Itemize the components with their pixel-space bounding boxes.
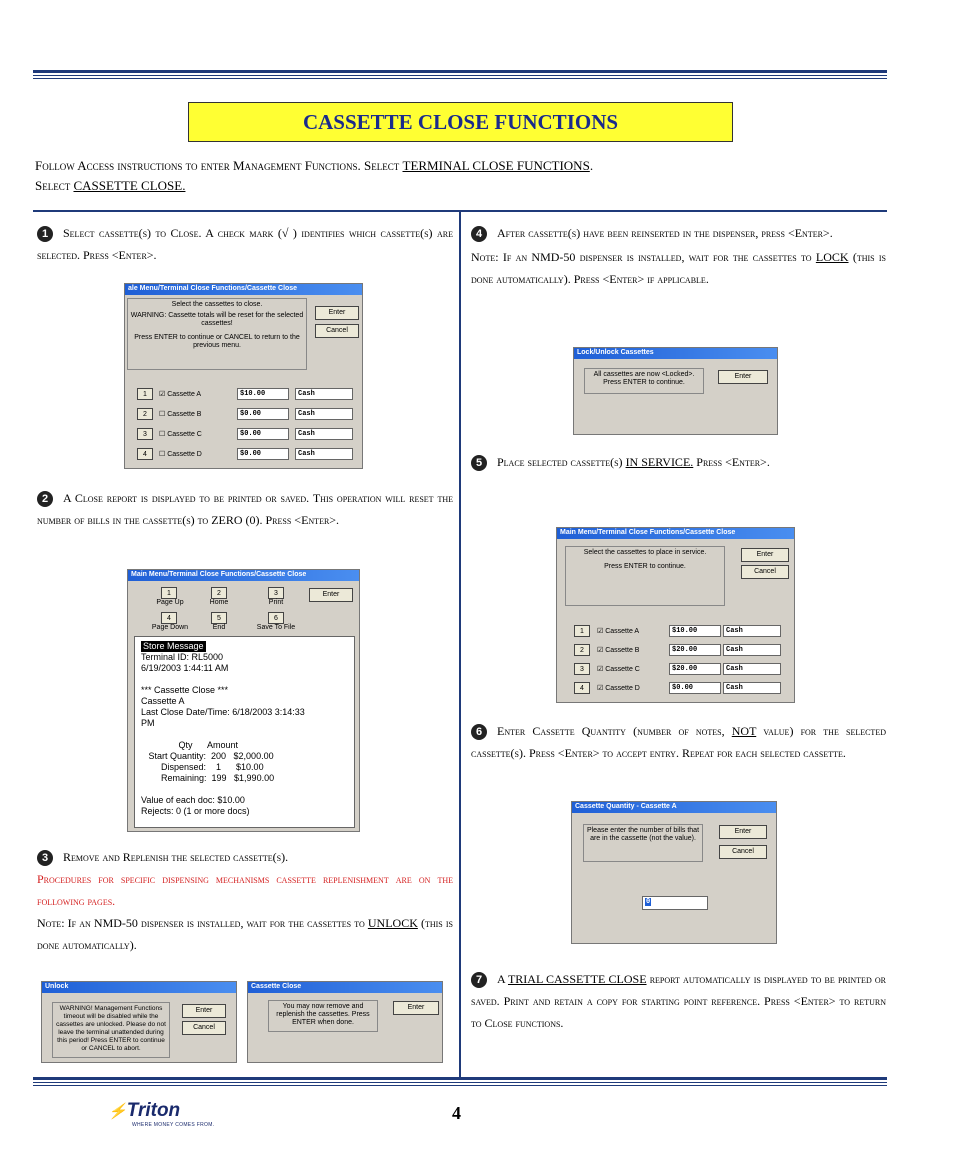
enter-button[interactable]: Enter (741, 548, 789, 562)
report-line (141, 784, 348, 795)
quantity-prompt: Please enter the number of bills that are in the cassette (not the value). (583, 824, 703, 862)
step-number: 4 (471, 226, 487, 242)
quantity-value: 0 (646, 898, 651, 906)
step-number: 6 (471, 724, 487, 740)
cassette-number-button[interactable]: 3 (574, 663, 590, 675)
top-rule (33, 70, 887, 79)
report-line: Rejects: 0 (1 or more docs) (141, 806, 250, 816)
cassette-number-button[interactable]: 2 (574, 644, 590, 656)
cassette-amount: $0.00 (237, 448, 289, 460)
window-titlebar: Cassette Close (248, 982, 442, 993)
enter-button[interactable]: Enter (718, 370, 768, 384)
report-line: Remaining: 199 $1,990.00 (141, 773, 275, 783)
window-titlebar: Main Menu/Terminal Close Functions/Cassette Close (128, 570, 359, 581)
warning-line: WARNING: Cassette totals will be reset for the selected cassettes! (130, 312, 304, 327)
cassette-type: Cash (723, 663, 781, 675)
window-titlebar: ale Menu/Terminal Close Functions/Cassette Close (125, 284, 362, 295)
cassette-close-replenish-window (247, 981, 443, 1063)
instruction-line: Press ENTER to continue. (604, 563, 686, 570)
logo-text: Triton (126, 1100, 181, 1121)
cassette-amount: $0.00 (669, 682, 721, 694)
page-title: CASSETTE CLOSE FUNCTIONS (188, 102, 733, 142)
home-label: Home (209, 599, 229, 606)
cassette-checkbox[interactable]: ☑ Cassette A (597, 628, 640, 635)
window-titlebar: Lock/Unlock Cassettes (574, 348, 777, 359)
terminal-close-link: TERMINAL CLOSE FUNCTIONS (402, 158, 590, 173)
report-line: Qty Amount (141, 740, 239, 750)
report-line: Terminal ID: RL5000 (141, 652, 224, 662)
key-4-button[interactable]: 4 (161, 612, 177, 624)
cassette-type: Cash (723, 682, 781, 694)
key-1-button[interactable]: 1 (161, 587, 177, 599)
page-number: 4 (452, 1103, 461, 1123)
step-number: 5 (471, 455, 487, 471)
cassette-amount: $10.00 (669, 625, 721, 637)
step-number: 2 (37, 491, 53, 507)
report-line: *** Cassette Close *** (141, 685, 229, 695)
not-emphasis: NOT (731, 724, 757, 738)
window-titlebar: Main Menu/Terminal Close Functions/Cassette Close (557, 528, 794, 539)
message-line: Select the cassettes to place in service. (583, 549, 707, 556)
intro-period: . (589, 158, 594, 173)
cassette-number-button[interactable]: 1 (137, 388, 153, 400)
enter-button[interactable]: Enter (309, 588, 353, 602)
cancel-button[interactable]: Cancel (315, 324, 359, 338)
in-service-link: IN SERVICE. (625, 455, 694, 469)
step-3 (37, 846, 453, 956)
key-6-button[interactable]: 6 (268, 612, 284, 624)
step-text-end: Press <Enter>. (693, 455, 770, 469)
page-up-label: Page Up (156, 599, 184, 606)
step-text: Select cassette(s) to Close. A check mark (√ ) identifies which cassette(s) are selected. Press <Enter>. (37, 226, 453, 262)
key-5-button[interactable]: 5 (211, 612, 227, 624)
step-number: 7 (471, 972, 487, 988)
step-6 (471, 720, 886, 764)
cassette-checkbox[interactable]: ☑ Cassette A (159, 391, 202, 398)
cassette-checkbox[interactable]: ☑ Cassette B (597, 647, 640, 654)
intro-text-2: Select (35, 178, 74, 193)
cassette-amount: $10.00 (237, 388, 289, 400)
step-number: 3 (37, 850, 53, 866)
lock-link: LOCK (815, 250, 849, 264)
cassette-checkbox[interactable]: ☑ Cassette C (597, 666, 640, 673)
bottom-rule (33, 1077, 887, 1086)
report-text-area[interactable] (134, 636, 355, 828)
step-text-end: report automatically is displayed to be printed or saved. Print and retain a copy for starting point reference. Press <Enter> to return to Close functions. (471, 972, 887, 1030)
enter-button[interactable]: Enter (719, 825, 767, 839)
step-4 (471, 222, 886, 290)
enter-button[interactable]: Enter (315, 306, 359, 320)
step-text: Remove and Replenish the selected cassette(s). (63, 850, 289, 864)
quantity-input[interactable] (642, 896, 708, 910)
intro-text: Follow Access instructions to enter Management Functions. Select (35, 158, 403, 173)
cassette-amount: $0.00 (237, 428, 289, 440)
cassette-close-window (124, 283, 363, 469)
report-line: 6/19/2003 1:44:11 AM (141, 663, 229, 673)
page-down-label: Page Down (151, 624, 189, 631)
cassette-number-button[interactable]: 4 (574, 682, 590, 694)
window-titlebar: Cassette Quantity - Cassette A (572, 802, 776, 813)
note-text-end: (this is done automatically). Press <Enter> if applicable. (471, 250, 887, 286)
report-line: Last Close Date/Time: 6/18/2003 3:14:33 (141, 707, 305, 717)
window-titlebar: Unlock (42, 982, 236, 993)
step-2 (37, 487, 453, 531)
cassette-type: Cash (723, 644, 781, 656)
cancel-button[interactable]: Cancel (741, 565, 789, 579)
step-text: After cassette(s) have been reinserted in the dispenser, press <Enter>. (497, 226, 833, 240)
print-label: Print (268, 599, 284, 606)
report-line: Value of each doc: $10.00 (141, 795, 245, 805)
enter-button[interactable]: Enter (393, 1001, 439, 1015)
cassette-quantity-window (571, 801, 777, 944)
cassette-number-button[interactable]: 2 (137, 408, 153, 420)
note-text: Note: If an NMD-50 dispenser is installed, wait for the cassettes to (37, 916, 368, 930)
cassette-checkbox[interactable]: ☐ Cassette D (159, 451, 202, 458)
note-text: Note: If an NMD-50 dispenser is installed, wait for the cassettes to (471, 250, 816, 264)
triton-logo: ⚡Triton (108, 1100, 181, 1121)
step-1 (37, 222, 453, 266)
cassette-type: Cash (295, 448, 353, 460)
step-number: 1 (37, 226, 53, 242)
cassette-type: Cash (723, 625, 781, 637)
locked-message: All cassettes are now <Locked>. Press ENTER to continue. (584, 368, 704, 394)
cassette-type: Cash (295, 408, 353, 420)
step-5 (471, 451, 886, 473)
instruction-line: Press ENTER to continue or CANCEL to return to the previous menu. (134, 334, 300, 349)
cassette-amount: $20.00 (669, 663, 721, 675)
logo-tagline: WHERE MONEY COMES FROM. (132, 1122, 215, 1128)
step-text: Place selected cassette(s) (497, 455, 626, 469)
cancel-button[interactable]: Cancel (719, 845, 767, 859)
cassette-checkbox[interactable]: ☐ Cassette C (159, 431, 202, 438)
report-line: Cassette A (141, 696, 185, 706)
report-line: PM (141, 718, 155, 728)
key-3-button[interactable]: 3 (268, 587, 284, 599)
intro-paragraph (35, 156, 885, 196)
cassette-checkbox[interactable]: ☐ Cassette B (159, 411, 202, 418)
end-label: End (212, 624, 226, 631)
step-text: Enter Cassette Quantity (number of notes, (497, 724, 732, 738)
cancel-button[interactable]: Cancel (182, 1021, 226, 1035)
unlock-window (41, 981, 237, 1063)
message-box (565, 546, 725, 606)
report-line (141, 729, 348, 740)
message-line: Select the cassettes to close. (171, 301, 263, 308)
place-in-service-window (556, 527, 795, 703)
report-line: Store Message (143, 641, 204, 651)
cassette-amount: $20.00 (669, 644, 721, 656)
unlock-link: UNLOCK (367, 916, 418, 930)
replenish-message: You may now remove and replenish the cassettes. Press ENTER when done. (268, 1000, 378, 1032)
note-text-end: (this is done automatically). (37, 916, 454, 952)
lock-unlock-window (573, 347, 778, 435)
save-to-file-label: Save To File (256, 624, 296, 631)
enter-button[interactable]: Enter (182, 1004, 226, 1018)
step-text-end: value) for the selected cassette(s). Press <Enter> to accept entry. Repeat for each selected cassette. (471, 724, 886, 760)
message-box (127, 298, 307, 370)
close-report-window (127, 569, 360, 832)
step-7 (471, 968, 886, 1034)
cassette-number-button[interactable]: 3 (137, 428, 153, 440)
cassette-amount: $0.00 (237, 408, 289, 420)
procedure-note: Procedures for specific dispensing mechanisms cassette replenishment are on the following pages. (37, 872, 453, 908)
report-line: Dispensed: 1 $10.00 (141, 762, 264, 772)
cassette-number-button[interactable]: 4 (137, 448, 153, 460)
report-line (141, 674, 348, 685)
step-text: A Close report is displayed to be printed or saved. This operation will reset the number of bills in the cassette(s) to ZERO (0). Press <Enter>. (37, 491, 453, 527)
column-divider (459, 212, 461, 1079)
key-2-button[interactable]: 2 (211, 587, 227, 599)
cassette-close-link: CASSETTE CLOSE. (73, 178, 186, 193)
warning-message: WARNING! Management Functions timeout will be disabled while the cassettes are unlocked. Please do not leave the terminal unattended during this period! Press ENTER to continue or CANCEL to abort. (52, 1002, 170, 1058)
report-line: Start Quantity: 200 $2,000.00 (141, 751, 274, 761)
cassette-checkbox[interactable]: ☑ Cassette D (597, 685, 640, 692)
cassette-type: Cash (295, 428, 353, 440)
cassette-type: Cash (295, 388, 353, 400)
report-lines (141, 641, 348, 817)
step-text: A (497, 972, 508, 986)
cassette-number-button[interactable]: 1 (574, 625, 590, 637)
trial-close-link: TRIAL CASSETTE CLOSE (507, 972, 647, 986)
